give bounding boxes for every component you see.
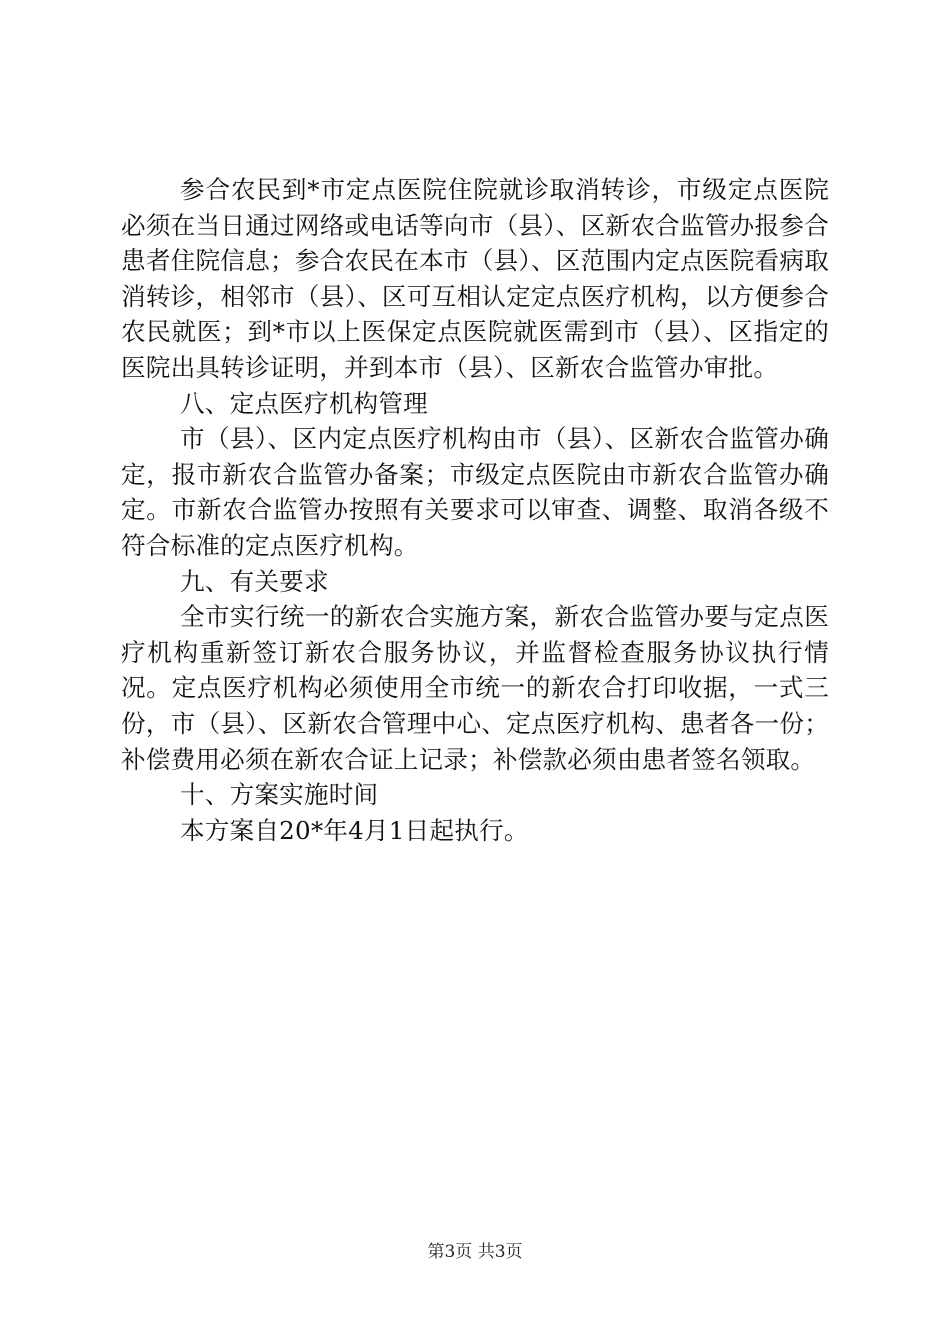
paragraph-implementation-date: 本方案自20*年4月1日起执行。 [180, 815, 529, 845]
page-number-footer: 第3页 共3页 [427, 1242, 523, 1262]
paragraph-requirements: 全市实行统一的新农合实施方案，新农合监管办要与定点医疗机构重新签订新农合服务协议，并监督检查服务协议执行情况。定点医疗机构必须使用全市统一的新农合打印收据，一式三份，市（县）、区新农合管理中心、定点医疗机构、患者各一份；补偿费用必须在新农合证上记录；补偿款必须由患者签名领取。 [121, 602, 829, 774]
section-heading-requirements: 九、有关要求 [180, 566, 329, 596]
section-heading-implementation-time: 十、方案实施时间 [180, 780, 379, 810]
paragraph-referral-policy: 参合农民到*市定点医院住院就诊取消转诊，市级定点医院必须在当日通过网络或电话等向市（县）、区新农合监管办报参合患者住院信息；参合农民在本市（县）、区范围内定点医院看病取消转诊，相邻市（县）、区可互相认定定点医疗机构，以方便参合农民就医；到*市以上医保定点医院就医需到市（县）、区指定的医院出具转诊证明，并到本市（县）、区新农合监管办审批。 [121, 175, 829, 382]
document-body [121, 172, 829, 848]
paragraph-institution-management: 市（县）、区内定点医疗机构由市（县）、区新农合监管办确定，报市新农合监管办备案；市级定点医院由市新农合监管办确定。市新农合监管办按照有关要求可以审查、调整、取消各级不符合标准的定点医疗机构。 [121, 424, 829, 560]
section-heading-designated-institutions: 八、定点医疗机构管理 [180, 388, 428, 418]
